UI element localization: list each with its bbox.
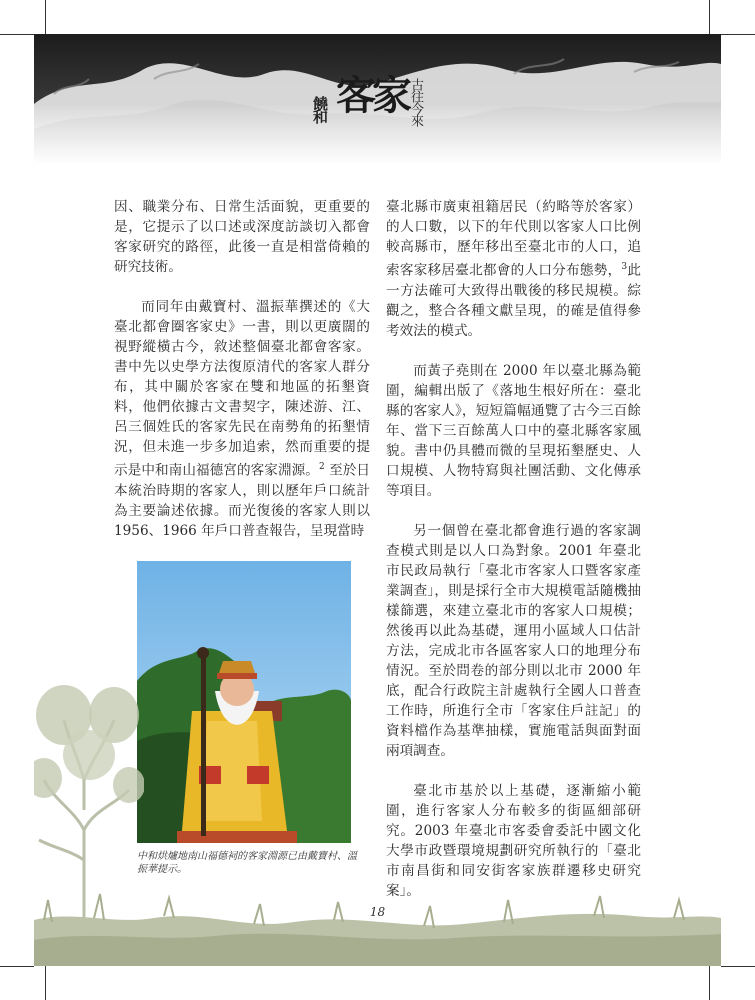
paragraph-5: 另一個曾在臺北都會進行過的客家調查模式則是以人口為對象。2001 年臺北市民政局執行「臺北市客家人口暨客家產業調查」，則是採行全市大規模電話隨機抽樣篩選，來建立臺北市的客家人口規模；然後再以此為基礎，運用小區域人口估計方法，完成北市各區客家人口的地理分布情況。至於問卷的部分則以北市 2000 年底，配合行政院主計處執行全國人口普查工作時，所進行全市「客家住戶註記」的資料檔作為基準抽樣，實施電話與面對面兩項調查。 [386,522,641,759]
crop-mark-bottom-right-v [709,966,710,1000]
logo-text-main: 客家 [336,72,408,119]
paragraph-4: 而黃子堯則在 2000 年以臺北縣為範圍，編輯出版了《落地生根好所在：臺北縣的客家人》，短短篇幅通覽了古今三百餘年、當下三百餘萬人口中的臺北縣客家風貌。書中仍具體而微的呈現拓墾歷史、人口規模、人物特寫與社團活動、文化傳承等項目。 [386,362,641,499]
paragraph-2 [114,297,370,541]
photo-caption: 中和烘爐地南山福德祠的客家淵源已由戴寶村、溫振華提示。 [137,851,357,875]
paragraph-3-cont: 此一方法確可大致得出戰後的移民規模。綜觀之，整合各種文獻呈現，的確是值得參考效法的模式。 [386,262,642,339]
paragraph-3-text: 臺北縣市廣東祖籍居民（約略等於客家）的人口數，以下的年代則以客家人口比例較高縣市，歷年移出至臺北市的人口，追索客家移居臺北都會的人口分布態勢， [386,199,641,279]
left-text-column [114,197,370,541]
statue-photo [137,561,351,843]
crop-mark-bottom-left-v [45,966,46,1000]
crop-mark-top-left-h [0,34,34,35]
crop-mark-top-right-h [721,34,755,35]
paragraph-3 [386,197,641,341]
footnote-ref-3: 3 [621,262,628,272]
paragraph-2-cont: 至於日本統治時期的客家人，則以歷年戶口統計為主要論述依據。而光復後的客家人則以 1956、1966 年戶口普查報告，呈現當時 [114,462,370,539]
page-number: 18 [369,905,386,919]
crop-mark-top-left-v [45,0,46,34]
paragraph-1: 因、職業分布、日常生活面貌，更重要的是，它提示了以口述或深度訪談切入都會客家研究的路徑，此後一直是相當倚賴的研究技術。 [114,199,370,275]
footnote-ref-2: 2 [318,462,325,472]
logo-text-left: 饒和 [311,96,329,122]
paragraph-6: 臺北市基於以上基礎，逐漸縮小範圍，進行客家人分布較多的街區細部研究。2003 年臺北市客委會委託中國文化大學市政暨環境規劃研究所執行的「臺北市南昌街和同安街客家族群遷移史研究案」。 [386,782,641,899]
crop-mark-top-right-v [709,0,710,34]
magazine-logo [310,74,440,142]
right-text-column [386,197,641,901]
god-statue-image [137,561,351,843]
logo-text-right: 古往今來 [408,78,423,126]
paragraph-2-text: 而同年由戴寶村、溫振華撰述的《大臺北都會圈客家史》一書，則以更廣闊的視野縱橫古今，敘述整個臺北都會客家。書中先以史學方法復原清代的客家人群分布，其中關於客家在雙和地區的拓墾資料，他們依據古文書契字，陳述游、江、呂三個姓氏的客家先民在南勢角的拓墾情況，但未進一步多加追索，然而重要的提示是中和南山福德宮的客家淵源。 [114,299,370,479]
crop-mark-bottom-left-h [0,966,34,967]
grass-decoration [34,880,721,966]
crop-mark-bottom-right-h [721,966,755,967]
